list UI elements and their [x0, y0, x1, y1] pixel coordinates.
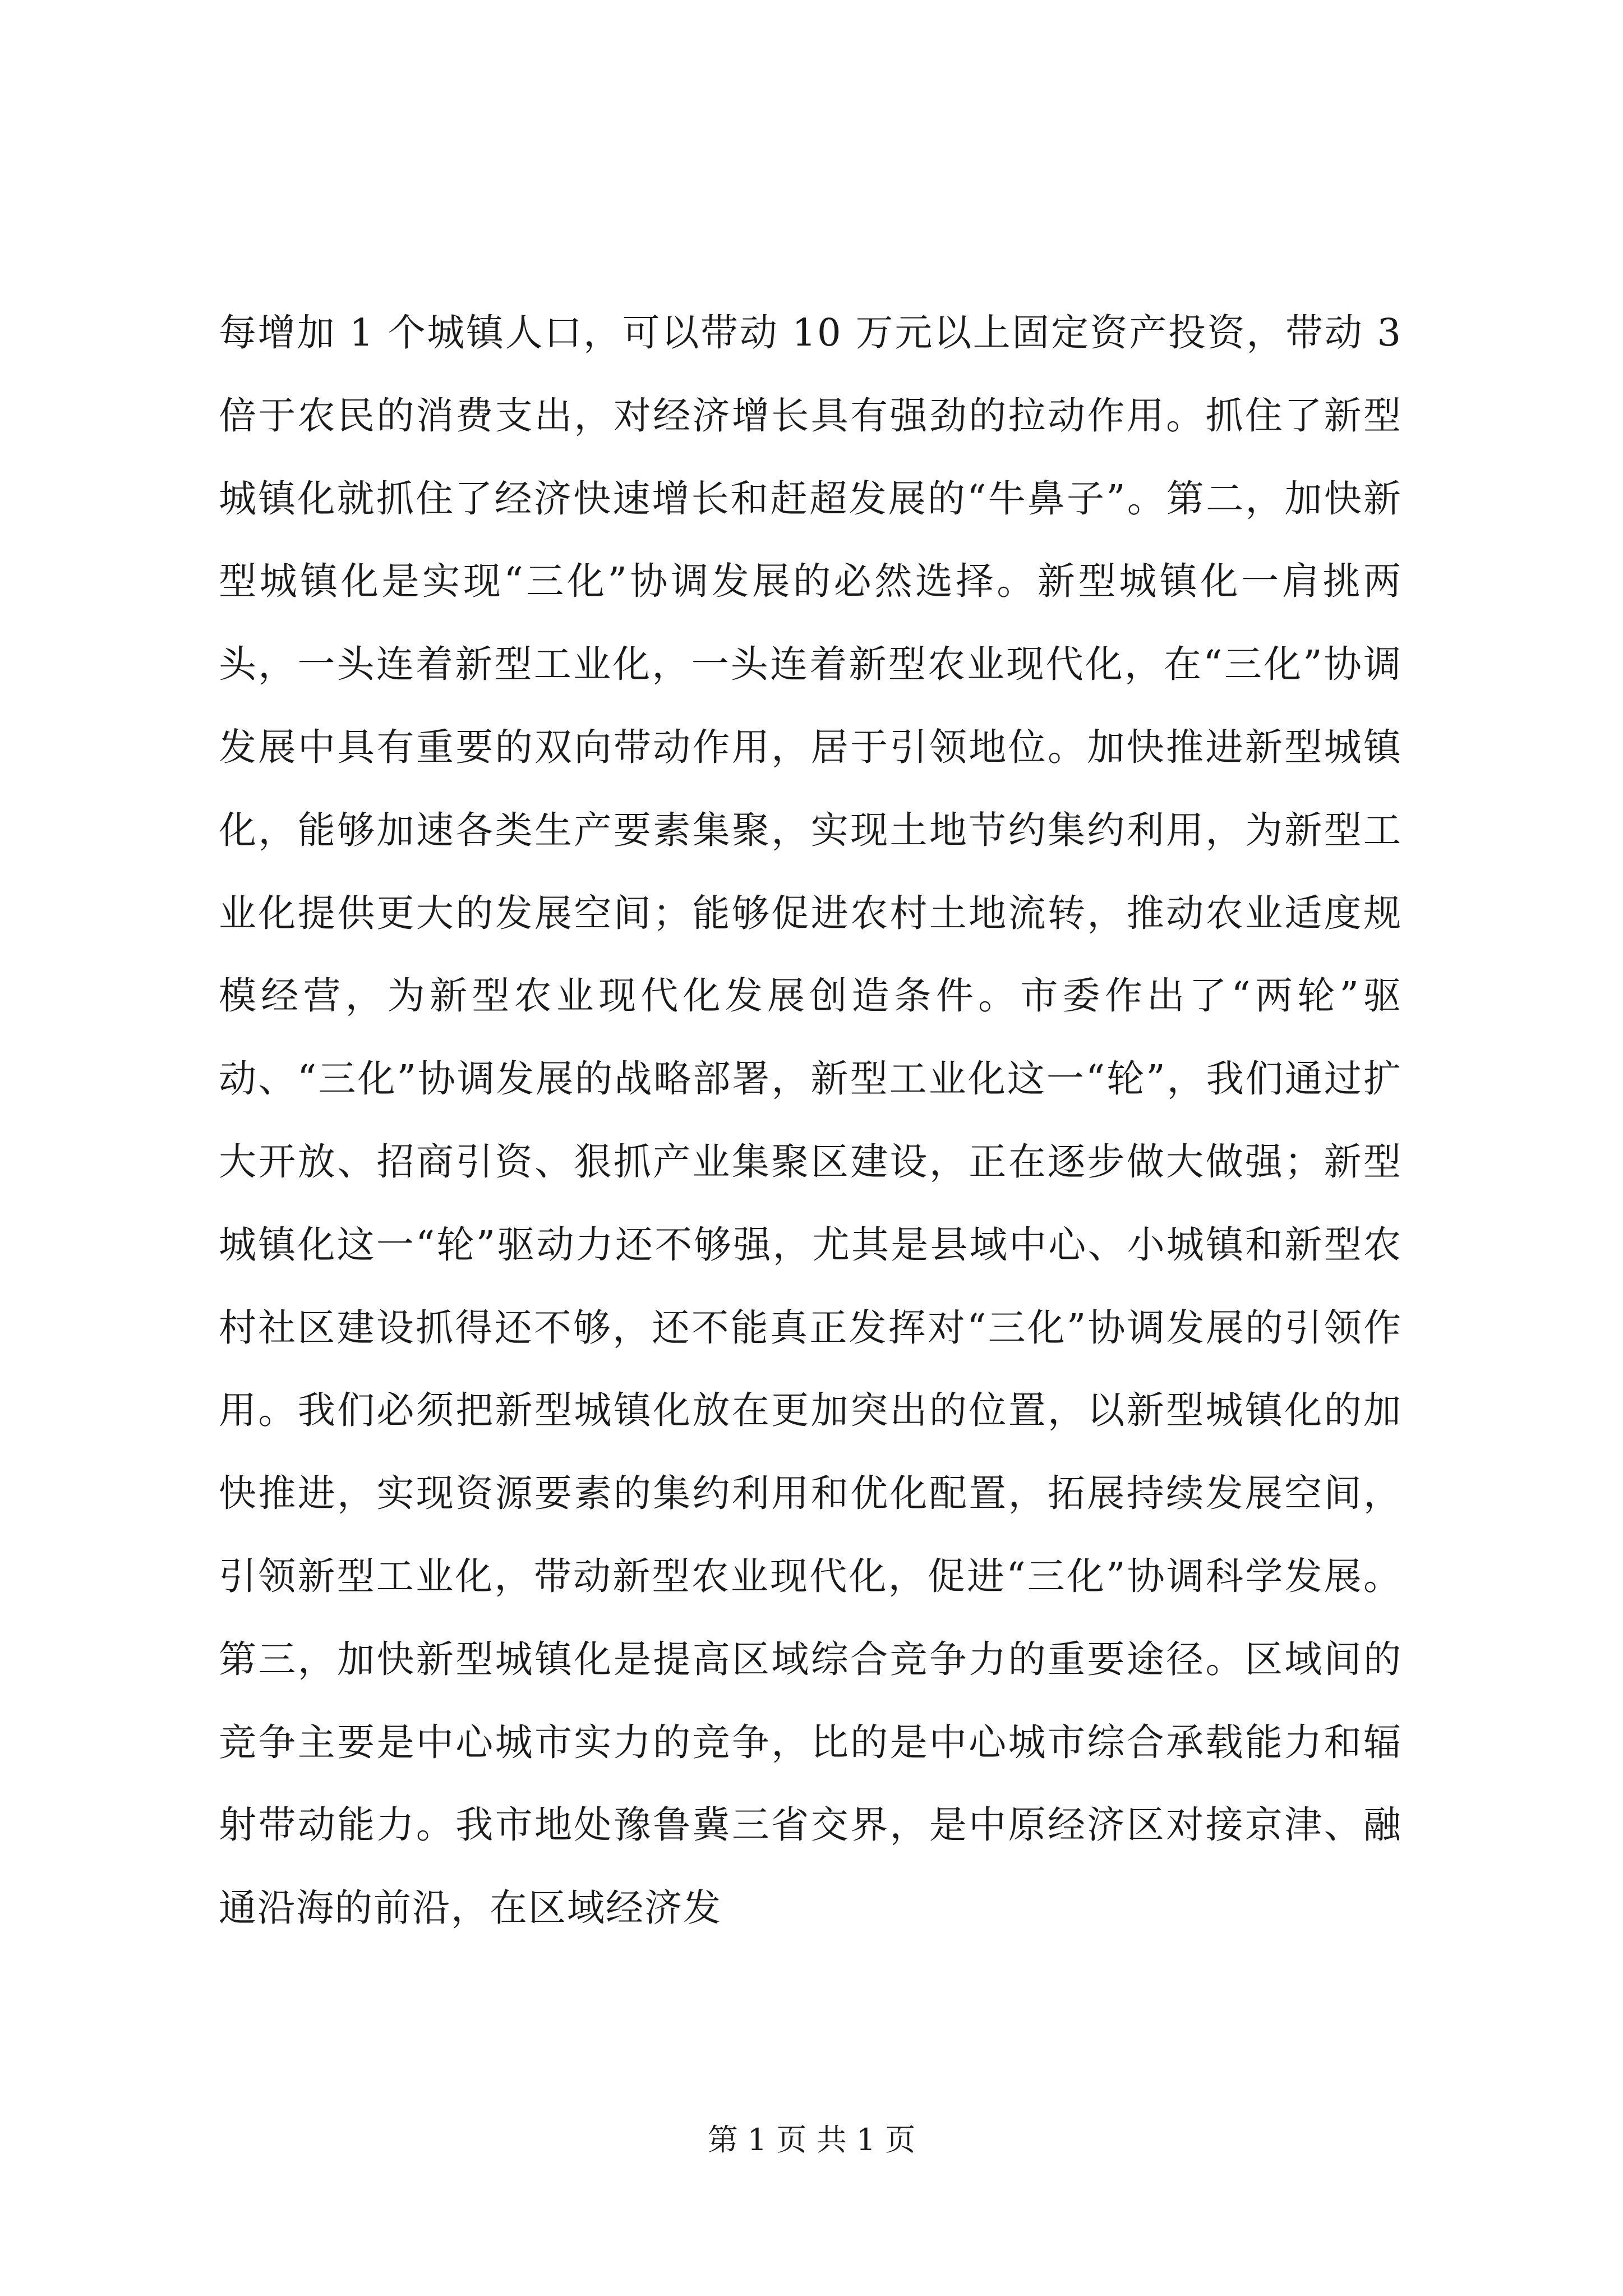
- body-paragraph: 每增加 1 个城镇人口，可以带动 10 万元以上固定资产投资，带动 3 倍于农民的消费支出，对经济增长具有强劲的拉动作用。抓住了新型城镇化就抓住了经济快速增长和赶超发展的“牛鼻子”。第二，加快新型城镇化是实现“三化”协调发展的必然选择。新型城镇化一肩挑两头，一头连着新型工业化，一头连着新型农业现代化，在“三化”协调发展中具有重要的双向带动作用，居于引领地位。加快推进新型城镇化，能够加速各类生产要素集聚，实现土地节约集约利用，为新型工业化提供更大的发展空间；能够促进农村土地流转，推动农业适度规模经营，为新型农业现代化发展创造条件。市委作出了“两轮”驱动、“三化”协调发展的战略部署，新型工业化这一“轮”，我们通过扩大开放、招商引资、狠抓产业集聚区建设，正在逐步做大做强；新型城镇化这一“轮”驱动力还不够强，尤其是县域中心、小城镇和新型农村社区建设抓得还不够，还不能真正发挥对“三化”协调发展的引领作用。我们必须把新型城镇化放在更加突出的位置，以新型城镇化的加快推进，实现资源要素的集约利用和优化配置，拓展持续发展空间，引领新型工业化，带动新型农业现代化，促进“三化”协调科学发展。第三，加快新型城镇化是提高区域综合竞争力的重要途径。区域间的竞争主要是中心城市实力的竞争，比的是中心城市综合承载能力和辐射带动能力。我市地处豫鲁冀三省交界，是中原经济区对接京津、融通沿海的前沿，在区域经济发: [219, 311, 1402, 1930]
- page-footer: 第 1 页 共 1 页: [707, 2122, 916, 2157]
